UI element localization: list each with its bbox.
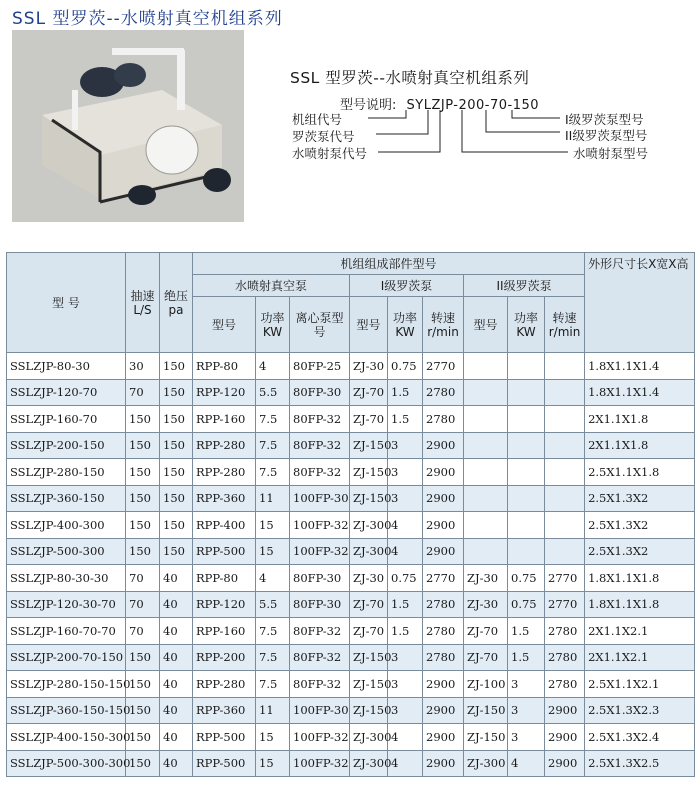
- table-cell: 2.5X1.1X1.8: [585, 459, 695, 486]
- table-cell: 2900: [423, 485, 464, 512]
- table-cell: 80FP-30: [290, 379, 350, 406]
- table-cell: ZJ-300: [350, 750, 388, 777]
- table-cell: 1.5: [388, 591, 423, 618]
- table-cell: 2780: [545, 618, 585, 645]
- diagram-heading: SSL 型罗茨--水喷射真空机组系列: [290, 69, 530, 87]
- table-cell: [545, 432, 585, 459]
- table-cell: ZJ-300: [350, 538, 388, 565]
- table-row: [7, 644, 695, 671]
- table-cell: 2780: [423, 618, 464, 645]
- header-dimensions: 外形尺寸长X宽X高: [585, 253, 695, 353]
- table-cell: 2780: [423, 406, 464, 433]
- table-cell: 7.5: [256, 618, 290, 645]
- table-cell: SSLZJP-160-70-70: [7, 618, 126, 645]
- table-cell: 150: [126, 671, 160, 698]
- table-cell: 2900: [423, 432, 464, 459]
- table-cell: RPP-360: [193, 697, 256, 724]
- table-cell: 3: [508, 724, 545, 751]
- table-cell: 4: [256, 353, 290, 380]
- table-cell: [545, 459, 585, 486]
- table-cell: 150: [160, 432, 193, 459]
- table-cell: 150: [160, 512, 193, 539]
- table-cell: 2770: [423, 353, 464, 380]
- table-cell: [545, 485, 585, 512]
- header-water-jet-pump: 水喷射真空泵: [193, 275, 350, 297]
- table-cell: 2X1.1X1.8: [585, 432, 695, 459]
- header-col: 型号: [464, 297, 508, 353]
- table-cell: ZJ-70: [464, 644, 508, 671]
- table-cell: ZJ-30: [350, 565, 388, 592]
- table-cell: 40: [160, 618, 193, 645]
- table-cell: ZJ-100: [464, 671, 508, 698]
- table-cell: SSLZJP-80-30: [7, 353, 126, 380]
- table-cell: 11: [256, 697, 290, 724]
- table-cell: 2900: [545, 724, 585, 751]
- table-cell: 11: [256, 485, 290, 512]
- table-cell: 70: [126, 565, 160, 592]
- table-cell: RPP-280: [193, 432, 256, 459]
- table-row: [7, 671, 695, 698]
- table-cell: SSLZJP-360-150: [7, 485, 126, 512]
- table-row: [7, 379, 695, 406]
- header-col: 功率KW: [388, 297, 423, 353]
- table-cell: 1.5: [508, 618, 545, 645]
- table-cell: [508, 432, 545, 459]
- table-cell: ZJ-70: [350, 406, 388, 433]
- table-cell: [464, 353, 508, 380]
- table-cell: RPP-80: [193, 353, 256, 380]
- table-cell: 80FP-32: [290, 618, 350, 645]
- table-cell: RPP-160: [193, 618, 256, 645]
- table-cell: ZJ-300: [350, 512, 388, 539]
- table-cell: RPP-120: [193, 591, 256, 618]
- table-cell: ZJ-150: [350, 485, 388, 512]
- table-cell: 4: [388, 538, 423, 565]
- table-cell: 30: [126, 353, 160, 380]
- table-cell: 2.5X1.3X2: [585, 538, 695, 565]
- table-cell: SSLZJP-280-150-150: [7, 671, 126, 698]
- table-cell: 2770: [545, 591, 585, 618]
- table-cell: 7.5: [256, 432, 290, 459]
- table-cell: RPP-500: [193, 538, 256, 565]
- table-row: [7, 485, 695, 512]
- header-col: 功率KW: [508, 297, 545, 353]
- callout-roots1-model: I级罗茨泵型号: [565, 112, 644, 127]
- table-cell: ZJ-150: [464, 724, 508, 751]
- table-cell: 80FP-30: [290, 565, 350, 592]
- table-cell: 5.5: [256, 379, 290, 406]
- table-cell: [545, 353, 585, 380]
- table-cell: [508, 512, 545, 539]
- table-cell: 7.5: [256, 459, 290, 486]
- table-cell: 1.8X1.1X1.8: [585, 591, 695, 618]
- callout-jet-code: 水喷射泵代号: [292, 146, 368, 161]
- spec-table: [6, 252, 695, 777]
- table-cell: 1.5: [388, 618, 423, 645]
- table-cell: [545, 379, 585, 406]
- table-row: [7, 591, 695, 618]
- table-cell: ZJ-150: [350, 671, 388, 698]
- table-cell: 150: [160, 459, 193, 486]
- callout-roots2-model: II级罗茨泵型号: [565, 128, 648, 143]
- table-cell: 15: [256, 750, 290, 777]
- table-cell: 2900: [423, 750, 464, 777]
- table-row: [7, 459, 695, 486]
- table-cell: 7.5: [256, 406, 290, 433]
- table-cell: 150: [126, 459, 160, 486]
- table-cell: [464, 406, 508, 433]
- table-cell: 0.75: [388, 353, 423, 380]
- table-cell: 40: [160, 671, 193, 698]
- table-row: [7, 538, 695, 565]
- table-row: [7, 565, 695, 592]
- table-cell: 150: [160, 379, 193, 406]
- table-cell: 150: [160, 485, 193, 512]
- header-components: 机组组成部件型号: [193, 253, 585, 275]
- table-cell: 80FP-32: [290, 671, 350, 698]
- header-col: 型号: [350, 297, 388, 353]
- table-cell: 150: [160, 353, 193, 380]
- table-cell: 3: [388, 432, 423, 459]
- table-cell: SSLZJP-160-70: [7, 406, 126, 433]
- table-cell: 150: [126, 512, 160, 539]
- table-cell: RPP-80: [193, 565, 256, 592]
- table-cell: ZJ-150: [350, 459, 388, 486]
- table-cell: 2770: [545, 565, 585, 592]
- table-cell: 3: [388, 697, 423, 724]
- table-cell: 2900: [545, 697, 585, 724]
- table-row: [7, 353, 695, 380]
- table-cell: RPP-280: [193, 459, 256, 486]
- table-cell: [508, 485, 545, 512]
- table-cell: 70: [126, 618, 160, 645]
- table-cell: 2900: [423, 671, 464, 698]
- header-col: 离心泵型号: [290, 297, 350, 353]
- table-cell: RPP-280: [193, 671, 256, 698]
- table-cell: 150: [126, 432, 160, 459]
- table-cell: SSLZJP-120-30-70: [7, 591, 126, 618]
- callout-unit-code: 机组代号: [292, 112, 343, 127]
- table-cell: ZJ-30: [350, 353, 388, 380]
- table-cell: 3: [508, 697, 545, 724]
- header-model: 型 号: [7, 253, 126, 353]
- table-cell: 2900: [423, 512, 464, 539]
- table-cell: 100FP-30: [290, 697, 350, 724]
- table-cell: [545, 538, 585, 565]
- table-cell: ZJ-30: [464, 591, 508, 618]
- table-cell: RPP-120: [193, 379, 256, 406]
- table-cell: 2.5X1.3X2.3: [585, 697, 695, 724]
- table-cell: 40: [160, 644, 193, 671]
- table-cell: ZJ-150: [350, 432, 388, 459]
- table-cell: RPP-500: [193, 750, 256, 777]
- table-cell: [508, 379, 545, 406]
- table-cell: RPP-200: [193, 644, 256, 671]
- table-cell: 1.8X1.1X1.4: [585, 379, 695, 406]
- table-cell: 2X1.1X2.1: [585, 644, 695, 671]
- table-cell: 2770: [423, 565, 464, 592]
- table-row: [7, 512, 695, 539]
- table-cell: 150: [126, 724, 160, 751]
- table-row: [7, 432, 695, 459]
- table-row: [7, 618, 695, 645]
- table-cell: 15: [256, 538, 290, 565]
- table-cell: 150: [160, 406, 193, 433]
- table-cell: [508, 353, 545, 380]
- table-cell: 1.8X1.1X1.8: [585, 565, 695, 592]
- header-col: 型号: [193, 297, 256, 353]
- table-cell: 15: [256, 724, 290, 751]
- table-cell: 70: [126, 379, 160, 406]
- table-cell: 150: [126, 538, 160, 565]
- table-cell: 2900: [545, 750, 585, 777]
- table-cell: 2780: [423, 644, 464, 671]
- table-cell: 3: [388, 485, 423, 512]
- table-cell: ZJ-150: [350, 697, 388, 724]
- table-cell: 4: [256, 565, 290, 592]
- table-cell: 1.5: [388, 406, 423, 433]
- table-cell: 2900: [423, 538, 464, 565]
- table-cell: SSLZJP-200-150: [7, 432, 126, 459]
- table-cell: 0.75: [508, 565, 545, 592]
- table-cell: SSLZJP-400-300: [7, 512, 126, 539]
- table-cell: ZJ-300: [350, 724, 388, 751]
- table-cell: 3: [388, 459, 423, 486]
- table-cell: ZJ-150: [350, 644, 388, 671]
- table-cell: 100FP-32: [290, 512, 350, 539]
- table-cell: ZJ-70: [350, 618, 388, 645]
- table-cell: 40: [160, 697, 193, 724]
- page-title: SSL 型罗茨--水喷射真空机组系列: [12, 9, 283, 29]
- table-cell: ZJ-150: [464, 697, 508, 724]
- model-code: SYLZJP-200-70-150: [406, 98, 540, 113]
- table-cell: 80FP-32: [290, 644, 350, 671]
- table-cell: ZJ-300: [464, 750, 508, 777]
- table-cell: 3: [388, 671, 423, 698]
- table-cell: 2780: [423, 591, 464, 618]
- table-cell: 2780: [423, 379, 464, 406]
- table-cell: ZJ-70: [350, 591, 388, 618]
- table-cell: 2900: [423, 697, 464, 724]
- header-col: 转速r/min: [545, 297, 585, 353]
- header-col: 转速r/min: [423, 297, 464, 353]
- table-cell: 15: [256, 512, 290, 539]
- table-cell: 0.75: [508, 591, 545, 618]
- table-cell: [508, 538, 545, 565]
- table-cell: 2.5X1.3X2: [585, 512, 695, 539]
- table-cell: ZJ-70: [464, 618, 508, 645]
- table-cell: RPP-360: [193, 485, 256, 512]
- table-cell: 2X1.1X1.8: [585, 406, 695, 433]
- table-body: [7, 353, 695, 777]
- table-cell: [464, 432, 508, 459]
- table-cell: 2900: [423, 459, 464, 486]
- table-cell: ZJ-30: [464, 565, 508, 592]
- table-cell: [545, 512, 585, 539]
- table-cell: [464, 379, 508, 406]
- table-cell: 7.5: [256, 644, 290, 671]
- table-cell: SSLZJP-280-150: [7, 459, 126, 486]
- table-cell: 40: [160, 591, 193, 618]
- table-cell: 150: [126, 644, 160, 671]
- table-cell: 1.5: [388, 379, 423, 406]
- header-roots-2: II级罗茨泵: [464, 275, 585, 297]
- callout-jet-model: 水喷射泵型号: [573, 146, 649, 161]
- table-cell: RPP-500: [193, 724, 256, 751]
- table-cell: 150: [126, 750, 160, 777]
- table-cell: 40: [160, 750, 193, 777]
- table-cell: 2X1.1X2.1: [585, 618, 695, 645]
- table-cell: [508, 406, 545, 433]
- table-cell: 5.5: [256, 591, 290, 618]
- callout-roots-code: 罗茨泵代号: [292, 129, 355, 144]
- header-speed: 抽速L/S: [126, 253, 160, 353]
- table-row: [7, 750, 695, 777]
- table-cell: 1.5: [508, 644, 545, 671]
- table-cell: 80FP-30: [290, 591, 350, 618]
- table-cell: 3: [388, 644, 423, 671]
- table-cell: 150: [126, 485, 160, 512]
- table-cell: SSLZJP-500-300: [7, 538, 126, 565]
- table-cell: 80FP-25: [290, 353, 350, 380]
- table-cell: 150: [126, 697, 160, 724]
- table-cell: 2.5X1.3X2.4: [585, 724, 695, 751]
- header-roots-1: I级罗茨泵: [350, 275, 464, 297]
- table-cell: 80FP-32: [290, 432, 350, 459]
- table-cell: 2.5X1.3X2.5: [585, 750, 695, 777]
- table-cell: 0.75: [388, 565, 423, 592]
- table-cell: 100FP-32: [290, 750, 350, 777]
- table-cell: 40: [160, 724, 193, 751]
- table-cell: 4: [388, 724, 423, 751]
- table-cell: SSLZJP-120-70: [7, 379, 126, 406]
- table-cell: 2900: [423, 724, 464, 751]
- table-cell: SSLZJP-400-150-300: [7, 724, 126, 751]
- table-cell: 150: [126, 406, 160, 433]
- table-row: [7, 697, 695, 724]
- model-label: 型号说明:: [340, 98, 397, 113]
- table-cell: [464, 538, 508, 565]
- table-cell: 2780: [545, 671, 585, 698]
- table-cell: [545, 406, 585, 433]
- table-cell: 2.5X1.3X2: [585, 485, 695, 512]
- table-cell: 70: [126, 591, 160, 618]
- table-cell: [464, 485, 508, 512]
- table-cell: ZJ-70: [350, 379, 388, 406]
- table-cell: 80FP-32: [290, 459, 350, 486]
- table-cell: 80FP-32: [290, 406, 350, 433]
- table-cell: [508, 459, 545, 486]
- table-row: [7, 724, 695, 751]
- table-cell: 100FP-32: [290, 538, 350, 565]
- table-row: [7, 406, 695, 433]
- table-cell: SSLZJP-200-70-150: [7, 644, 126, 671]
- table-cell: SSLZJP-500-300-300: [7, 750, 126, 777]
- header-pressure: 绝压pa: [160, 253, 193, 353]
- table-cell: RPP-400: [193, 512, 256, 539]
- table-cell: SSLZJP-80-30-30: [7, 565, 126, 592]
- table-cell: 4: [388, 750, 423, 777]
- table-cell: 7.5: [256, 671, 290, 698]
- table-cell: [464, 459, 508, 486]
- header-col: 功率KW: [256, 297, 290, 353]
- table-cell: 40: [160, 565, 193, 592]
- table-cell: 4: [508, 750, 545, 777]
- table-cell: 150: [160, 538, 193, 565]
- table-cell: 4: [388, 512, 423, 539]
- table-cell: RPP-160: [193, 406, 256, 433]
- table-cell: 3: [508, 671, 545, 698]
- table-cell: 100FP-32: [290, 724, 350, 751]
- table-cell: 100FP-30: [290, 485, 350, 512]
- table-cell: 1.8X1.1X1.4: [585, 353, 695, 380]
- table-cell: 2780: [545, 644, 585, 671]
- table-cell: 2.5X1.1X2.1: [585, 671, 695, 698]
- table-cell: SSLZJP-360-150-150: [7, 697, 126, 724]
- table-cell: [464, 512, 508, 539]
